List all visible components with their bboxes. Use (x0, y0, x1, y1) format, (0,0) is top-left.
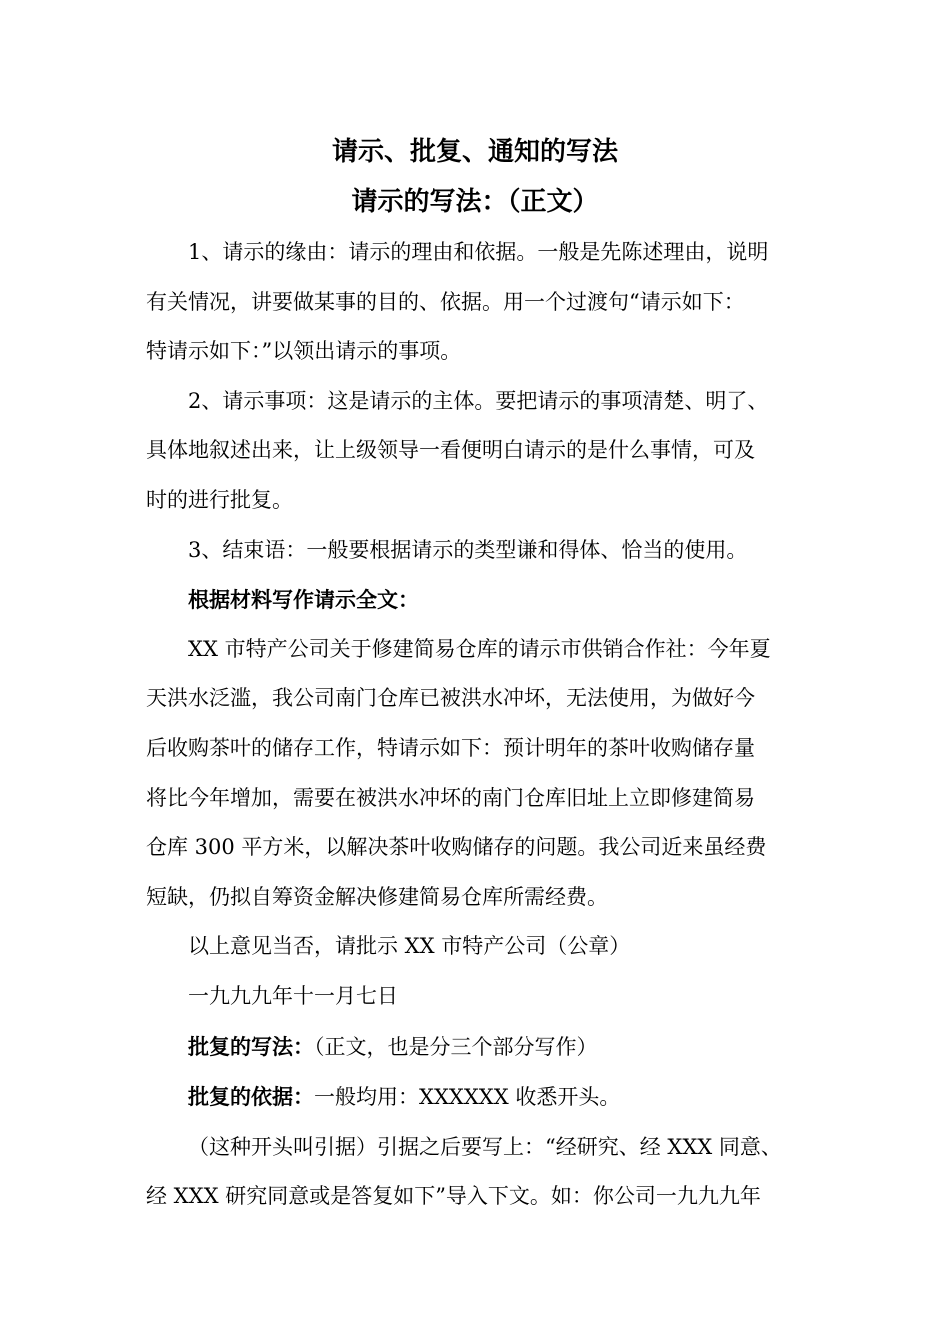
reply-method-label: 批复的写法： (188, 1033, 314, 1059)
paragraph-heading-material: 根据材料写作请示全文： (188, 587, 419, 613)
paragraph-reason (146, 228, 818, 377)
reply-basis-label: 批复的依据： (188, 1084, 314, 1110)
text-line: 后收购茶叶的储存工作，特请示如下：预计明年的茶叶收购储存量 (146, 735, 755, 760)
paragraph-approval-request: 以上意见当否，请批示 XX 市特产公司（公章） (188, 934, 631, 959)
text-line: 仓库 300 平方米，以解决茶叶收购储存的问题。我公司近来虽经费 (146, 835, 767, 860)
paragraph-reply-basis (146, 1072, 818, 1123)
paragraph-matters (146, 377, 818, 526)
paragraph-closing: 3、结束语：一般要根据请示的类型谦和得体、恰当的使用。 (188, 537, 748, 562)
text-line: 特请示如下：”以领出请示的事项。 (146, 339, 462, 364)
text-line: 将比今年增加，需要在被洪水冲坏的南门仓库旧址上立即修建简易 (146, 785, 755, 810)
paragraph-request-text (146, 625, 818, 923)
text-line: 经 XXX 研究同意或是答复如下”导入下文。如：你公司一九九九年 (146, 1184, 761, 1209)
text-line: 2、请示事项：这是请示的主体。要把请示的事项清楚、明了、 (188, 388, 769, 413)
paragraph-reply-method (146, 1022, 818, 1073)
paragraph-date: 一九九九年十一月七日 (188, 983, 398, 1008)
text-line: 时的进行批复。 (146, 487, 293, 512)
text-line: 具体地叙述出来，让上级领导一看便明白请示的是什么事情，可及 (146, 438, 755, 463)
reply-basis-text: 一般均用：XXXXXX 收悉开头。 (314, 1085, 621, 1110)
document-body (146, 228, 818, 1222)
text-line: 1、请示的缘由：请示的理由和依据。一般是先陈述理由，说明 (188, 240, 769, 264)
text-line: 有关情况，讲要做某事的目的、依据。用一个过渡句“请示如下： (146, 289, 745, 314)
document-subtitle: 请示的写法：（正文） (351, 187, 599, 217)
text-line: （这种开头叫引据）引据之后要写上：“经研究、经 XXX 同意、 (188, 1134, 782, 1159)
text-line: XX 市特产公司关于修建简易仓库的请示市供销合作社：今年夏 (188, 636, 771, 661)
text-line: 短缺，仍拟自筹资金解决修建简易仓库所需经费。 (146, 884, 608, 909)
text-line: 天洪水泛滥，我公司南门仓库已被洪水冲坏，无法使用，为做好今 (146, 686, 755, 711)
document-title: 请示、批复、通知的写法 (331, 137, 618, 167)
reply-method-text: （正文，也是分三个部分写作） (314, 1034, 598, 1059)
paragraph-citation (146, 1123, 818, 1222)
